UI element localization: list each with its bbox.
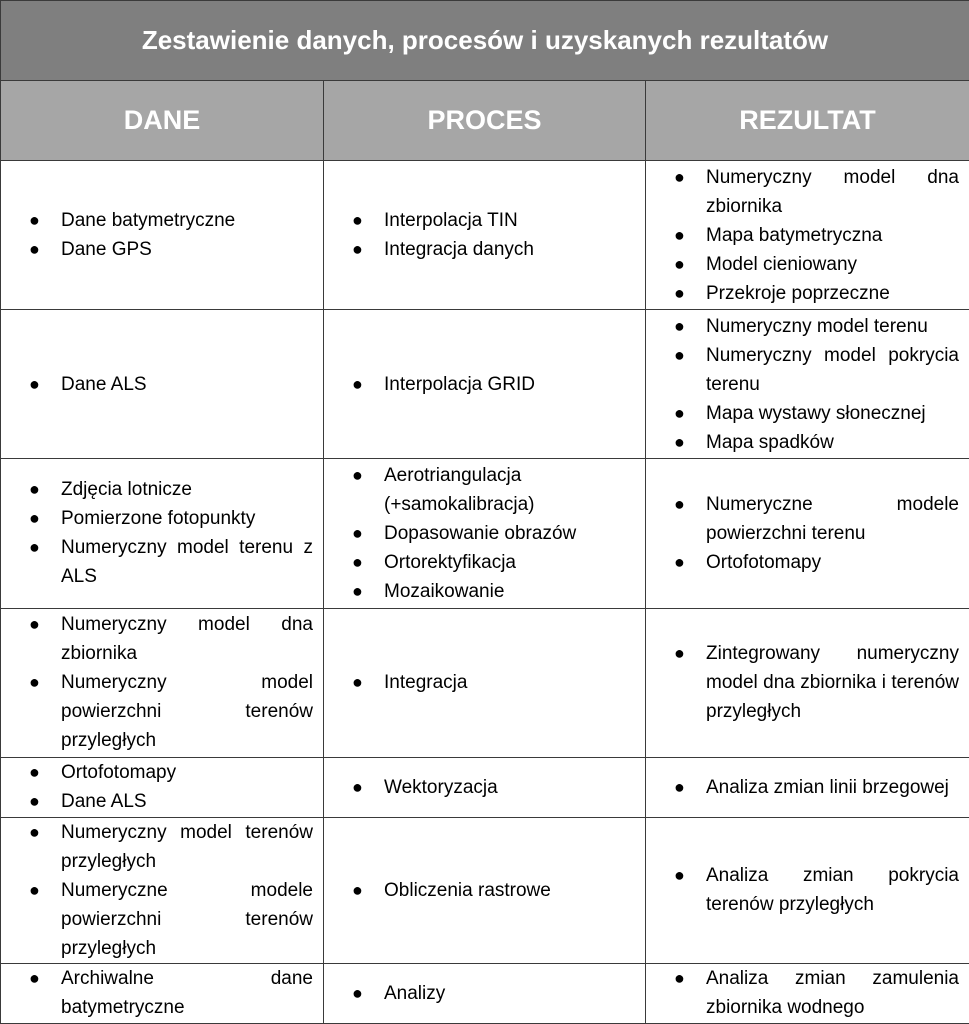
bullet-icon: ● <box>352 239 363 260</box>
bullet-icon: ● <box>674 493 685 514</box>
table-title: Zestawienie danych, procesów i uzyskanych rezultatów <box>1 1 969 81</box>
bullet-list <box>324 876 645 905</box>
bullet-list <box>646 639 969 726</box>
bullet-icon: ● <box>352 580 363 601</box>
list-item-text: Numeryczny model terenu <box>706 315 928 337</box>
list-item <box>324 577 645 606</box>
bullet-list <box>1 818 323 963</box>
list-item-text: Analiza zmian linii brzegowej <box>706 776 949 798</box>
list-item <box>646 341 969 399</box>
table-row <box>1 608 969 757</box>
list-item-text: Numeryczny model pokrycia terenu <box>706 344 959 395</box>
list-item-text: Analiza zmian zamulenia zbiornika wodnego <box>706 968 959 1019</box>
list-item-text: Dane GPS <box>61 239 152 261</box>
list-item <box>1 475 323 504</box>
cell-proces <box>324 608 646 757</box>
table-row <box>1 161 969 310</box>
cell-dane <box>1 757 324 817</box>
list-item <box>646 221 969 250</box>
list-item <box>646 964 969 1022</box>
list-item <box>646 490 969 548</box>
bullet-icon: ● <box>352 672 363 693</box>
header-row <box>1 81 969 161</box>
list-item <box>324 773 645 802</box>
cell-rezultat <box>646 817 969 963</box>
column-header-rezultat: REZULTAT <box>646 81 969 161</box>
bullet-icon: ● <box>29 968 40 989</box>
bullet-icon: ● <box>352 776 363 797</box>
bullet-list <box>1 964 323 1022</box>
list-item-text: Ortofotomapy <box>61 762 177 784</box>
list-item <box>646 548 969 577</box>
cell-dane <box>1 963 324 1023</box>
bullet-icon: ● <box>674 253 685 274</box>
table-row <box>1 310 969 459</box>
bullet-icon: ● <box>674 315 685 336</box>
cell-dane <box>1 161 324 310</box>
list-item <box>1 758 323 787</box>
list-item-text: Analizy <box>384 982 446 1004</box>
cell-rezultat <box>646 310 969 459</box>
cell-dane <box>1 459 324 608</box>
bullet-icon: ● <box>29 614 40 635</box>
bullet-list <box>646 163 969 308</box>
table-row <box>1 459 969 608</box>
bullet-list <box>324 773 645 802</box>
list-item <box>646 861 969 919</box>
bullet-icon: ● <box>29 821 40 842</box>
list-item-text: Aerotriangulacja (+samokalibracja) <box>384 464 535 515</box>
bullet-list <box>324 206 645 264</box>
list-item-text: Dane ALS <box>61 373 147 395</box>
bullet-icon: ● <box>674 865 685 886</box>
list-item-text: Integracja <box>384 672 468 694</box>
list-item-text: Interpolacja GRID <box>384 373 536 395</box>
bullet-list <box>324 668 645 697</box>
list-item <box>324 235 645 264</box>
list-item <box>1 206 323 235</box>
list-item-text: Dane batymetryczne <box>61 210 236 232</box>
list-item <box>646 250 969 279</box>
list-item-text: Obliczenia rastrowe <box>384 879 551 901</box>
title-row <box>1 1 969 81</box>
bullet-icon: ● <box>674 968 685 989</box>
list-item <box>646 639 969 726</box>
list-item <box>646 279 969 308</box>
bullet-icon: ● <box>352 210 363 231</box>
list-item-text: Numeryczny model terenów przyległych <box>61 821 313 872</box>
list-item-text: Pomierzone fotopunkty <box>61 508 256 530</box>
list-item-text: Interpolacja TIN <box>384 210 518 232</box>
list-item-text: Model cieniowany <box>706 253 858 275</box>
cell-rezultat <box>646 963 969 1023</box>
cell-dane <box>1 817 324 963</box>
list-item-text: Dane ALS <box>61 791 147 813</box>
list-item <box>324 548 645 577</box>
list-item-text: Zintegrowany numeryczny model dna zbiornika i terenów przyległych <box>706 643 959 723</box>
list-item <box>1 370 323 399</box>
bullet-icon: ● <box>29 879 40 900</box>
bullet-icon: ● <box>29 762 40 783</box>
bullet-list <box>646 861 969 919</box>
list-item-text: Numeryczny model terenu z ALS <box>61 537 313 588</box>
bullet-icon: ● <box>352 373 363 394</box>
list-item <box>1 964 323 1022</box>
bullet-icon: ● <box>352 879 363 900</box>
list-item <box>324 668 645 697</box>
list-item <box>1 787 323 816</box>
list-item <box>1 235 323 264</box>
list-item-text: Mozaikowanie <box>384 580 505 602</box>
list-item-text: Numeryczne modele powierzchni terenów przyległych <box>61 879 313 959</box>
bullet-list <box>646 964 969 1022</box>
bullet-icon: ● <box>29 210 40 231</box>
list-item-text: Wektoryzacja <box>384 776 498 798</box>
bullet-icon: ● <box>29 791 40 812</box>
bullet-list <box>324 979 645 1008</box>
list-item-text: Archiwalne dane batymetryczne <box>61 968 313 1019</box>
list-item-text: Integracja danych <box>384 239 534 261</box>
bullet-icon: ● <box>674 166 685 187</box>
bullet-icon: ● <box>674 402 685 423</box>
list-item-text: Analiza zmian pokrycia terenów przyległych <box>706 865 959 916</box>
list-item-text: Zdjęcia lotnicze <box>61 479 192 501</box>
list-item-text: Przekroje poprzeczne <box>706 282 890 304</box>
list-item <box>646 312 969 341</box>
table-row <box>1 757 969 817</box>
cell-proces <box>324 963 646 1023</box>
bullet-icon: ● <box>29 239 40 260</box>
cell-dane <box>1 310 324 459</box>
bullet-icon: ● <box>29 537 40 558</box>
list-item <box>1 504 323 533</box>
list-item-text: Numeryczny model dna zbiornika <box>706 166 959 217</box>
list-item <box>646 163 969 221</box>
column-header-dane: DANE <box>1 81 324 161</box>
list-item <box>324 876 645 905</box>
cell-proces <box>324 757 646 817</box>
list-item <box>646 773 969 802</box>
bullet-list <box>646 312 969 457</box>
list-item-text: Ortorektyfikacja <box>384 551 516 573</box>
bullet-icon: ● <box>29 373 40 394</box>
bullet-icon: ● <box>352 522 363 543</box>
table-row <box>1 817 969 963</box>
list-item-text: Mapa spadków <box>706 431 834 453</box>
bullet-icon: ● <box>352 982 363 1003</box>
bullet-list <box>324 461 645 606</box>
list-item <box>1 610 323 668</box>
list-item <box>646 399 969 428</box>
bullet-icon: ● <box>674 431 685 452</box>
bullet-icon: ● <box>674 551 685 572</box>
cell-proces <box>324 459 646 608</box>
cell-proces <box>324 161 646 310</box>
table-row <box>1 963 969 1023</box>
list-item-text: Numeryczny model dna zbiornika <box>61 614 313 665</box>
bullet-icon: ● <box>674 224 685 245</box>
bullet-list <box>1 370 323 399</box>
bullet-icon: ● <box>674 643 685 664</box>
list-item-text: Mapa wystawy słonecznej <box>706 402 926 424</box>
bullet-list <box>1 475 323 591</box>
bullet-icon: ● <box>674 344 685 365</box>
list-item <box>1 818 323 876</box>
bullet-list <box>324 370 645 399</box>
list-item-text: Ortofotomapy <box>706 551 822 573</box>
list-item <box>324 979 645 1008</box>
cell-rezultat <box>646 757 969 817</box>
bullet-list <box>1 610 323 755</box>
bullet-list <box>1 206 323 264</box>
cell-rezultat <box>646 161 969 310</box>
list-item <box>324 206 645 235</box>
bullet-list <box>646 490 969 577</box>
list-item-text: Dopasowanie obrazów <box>384 522 577 544</box>
column-header-proces: PROCES <box>324 81 646 161</box>
cell-dane <box>1 608 324 757</box>
list-item <box>324 519 645 548</box>
table-body <box>1 161 969 1024</box>
bullet-list <box>646 773 969 802</box>
bullet-icon: ● <box>352 464 363 485</box>
bullet-icon: ● <box>29 479 40 500</box>
cell-proces <box>324 817 646 963</box>
list-item <box>324 370 645 399</box>
list-item-text: Numeryczny model powierzchni terenów przyległych <box>61 672 313 752</box>
bullet-icon: ● <box>352 551 363 572</box>
list-item <box>646 428 969 457</box>
cell-rezultat <box>646 608 969 757</box>
bullet-icon: ● <box>674 776 685 797</box>
list-item-text: Mapa batymetryczna <box>706 224 883 246</box>
list-item-text: Numeryczne modele powierzchni terenu <box>706 493 959 544</box>
list-item <box>1 533 323 591</box>
list-item <box>324 461 645 519</box>
list-item <box>1 876 323 963</box>
bullet-icon: ● <box>674 282 685 303</box>
bullet-list <box>1 758 323 816</box>
cell-proces <box>324 310 646 459</box>
bullet-icon: ● <box>29 672 40 693</box>
bullet-icon: ● <box>29 508 40 529</box>
list-item <box>1 668 323 755</box>
cell-rezultat <box>646 459 969 608</box>
